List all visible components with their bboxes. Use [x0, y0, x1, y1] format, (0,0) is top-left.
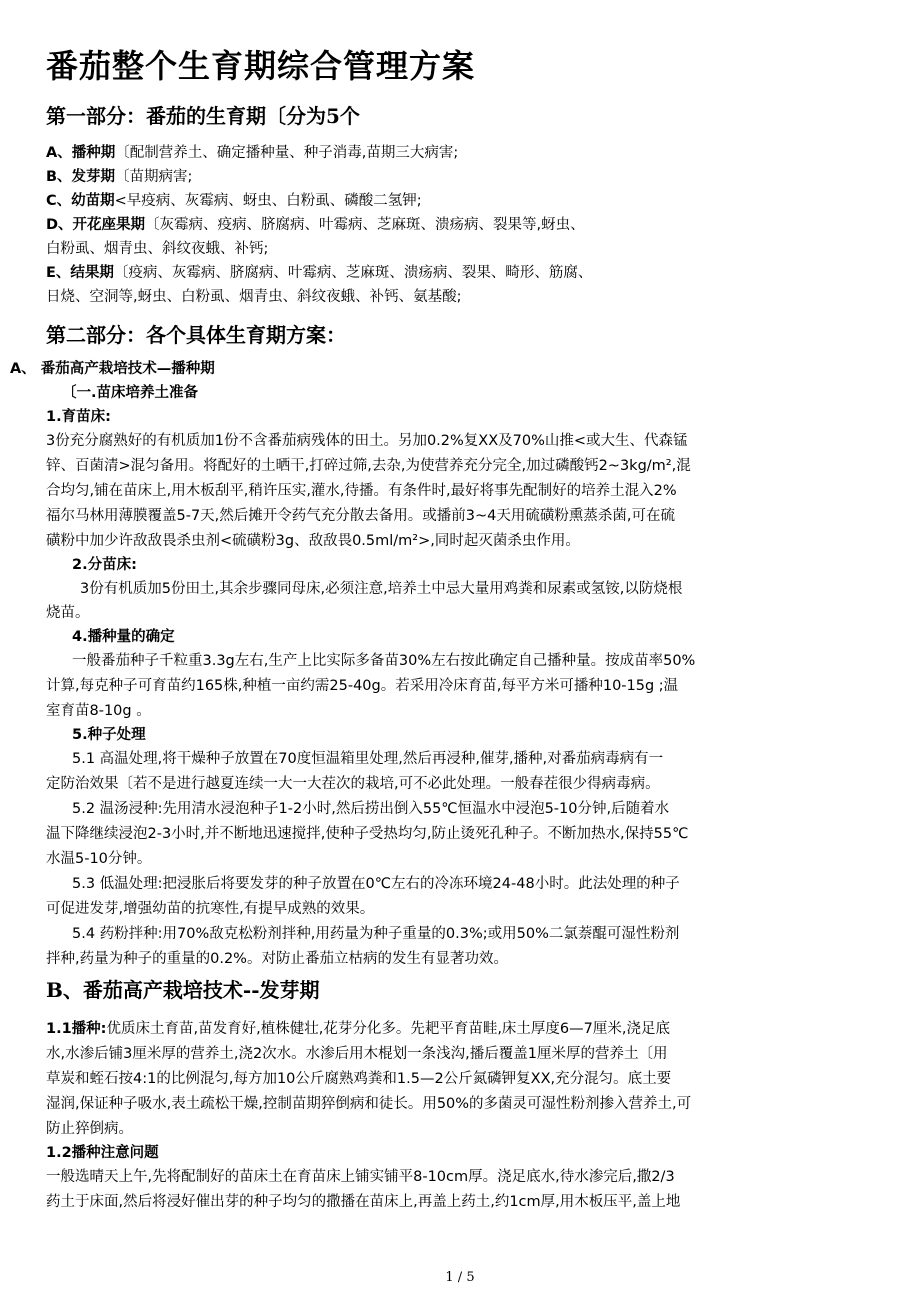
nursery-bed-line: 福尔马林用薄膜覆盖5-7天,然后摊开令药气充分散去备用。或播前3~4天用硫磺粉熏蒸杀菌,可在硫 — [46, 508, 675, 524]
page-title: 番茄整个生育期综合管理方案 — [46, 47, 476, 85]
part1-item-e: E、结果期〔疫病、灰霉病、脐腐病、叶霉病、芝麻斑、溃疡病、裂果、畸形、筋腐、 — [46, 265, 593, 281]
part1-item-d-cont: 白粉虱、烟青虫、斜纹夜蛾、补钙; — [46, 241, 269, 257]
seed-treatment-title: 5.种子处理 — [72, 727, 146, 743]
nursery-bed-line: 3份充分腐熟好的有机质加1份不含番茄病残体的田土。另加0.2%复XX及70%山推<或大生、代森锰 — [46, 433, 688, 449]
seed-treatment-line: 5.2 温汤浸种:先用清水浸泡种子1-2小时,然后捞出倒入55℃恒温水中浸泡5-10分钟,后随着水 — [72, 801, 670, 817]
sowing-line: 草炭和蛭石按4:1的比例混匀,每方加10公斤腐熟鸡粪和1.5—2公斤氮磷钾复XX,充分混匀。底土要 — [46, 1071, 672, 1087]
seeding-rate-line: 计算,每克种子可育苗约165株,种植一亩约需25-40g。若采用冷床育苗,每平方米可播种10-15g ;温 — [46, 678, 679, 694]
sowing-line: 湿润,保证种子吸水,表土疏松干燥,控制苗期猝倒病和徒长。用50%的多菌灵可湿性粉剂掺入营养土,可 — [46, 1096, 692, 1112]
page-number: 1 / 5 — [445, 1270, 475, 1285]
nursery-bed-line: 锌、百菌清>混匀备用。将配好的土晒干,打碎过筛,去杂,为使营养充分完全,加过磷酸钙2~3kg/m²,混 — [46, 458, 691, 474]
transplant-bed-title: 2.分苗床: — [72, 557, 137, 573]
nursery-bed-title: 1.育苗床: — [46, 409, 111, 425]
section-a-sub1: 〔一.苗床培养土准备 — [62, 385, 199, 401]
seed-treatment-line: 水温5-10分钟。 — [46, 851, 152, 867]
nursery-bed-line: 磺粉中加少许敌敌畏杀虫剂<硫磺粉3g、敌敌畏0.5ml/m²>,同时起灭菌杀虫作用。 — [46, 533, 580, 549]
sowing-notes-line: 一般选晴天上午,先将配制好的苗床土在育苗床上铺实铺平8-10cm厚。浇足底水,待水渗完后,撒2/3 — [46, 1169, 675, 1185]
part1-item-b: B、发芽期〔苗期病害; — [46, 169, 193, 185]
part1-item-a: A、播种期〔配制营养土、确定播种量、种子消毒,苗期三大病害; — [46, 145, 459, 161]
seeding-rate-line: 一般番茄种子千粒重3.3g左右,生产上比实际多备苗30%左右按此确定自己播种量。按成苗率50% — [72, 653, 696, 669]
seed-treatment-line: 温下降继续浸泡2-3小时,并不断地迅速搅拌,使种子受热均匀,防止烫死孔种子。不断加热水,保持55℃ — [46, 826, 689, 842]
seeding-rate-line: 室育苗8-10g 。 — [46, 703, 151, 719]
part1-heading: 第一部分：番茄的生育期〔分为5个 — [46, 104, 360, 128]
sowing-notes-line: 药土于床面,然后将浸好催出芽的种子均匀的撒播在苗床上,再盖上药土,约1cm厚,用木板压平,盖上地 — [46, 1194, 681, 1210]
seed-treatment-line: 5.4 药粉拌种:用70%敌克松粉剂拌种,用药量为种子重量的0.3%;或用50%二氯萘醌可湿性粉剂 — [72, 926, 680, 942]
part2-heading: 第二部分：各个具体生育期方案： — [46, 323, 346, 347]
seed-treatment-line: 拌种,药量为种子的重量的0.2%。对防止番茄立枯病的发生有显著功效。 — [46, 951, 508, 967]
sowing-notes-title: 1.2播种注意问题 — [46, 1145, 159, 1161]
seed-treatment-line: 定防治效果〔若不是进行越夏连续一大一大茬次的栽培,可不必此处理。一般春茬很少得病毒病。 — [46, 776, 660, 792]
transplant-bed-line: 烧苗。 — [46, 605, 90, 621]
section-a-heading: A、 番茄高产栽培技术—播种期 — [10, 361, 215, 377]
seed-treatment-line: 5.1 高温处理,将干燥种子放置在70度恒温箱里处理,然后再浸种,催芽,播种,对番茄病毒病有一 — [72, 751, 664, 767]
seed-treatment-line: 可促进发芽,增强幼苗的抗寒性,有提早成熟的效果。 — [46, 901, 375, 917]
part1-item-c: C、幼苗期<早疫病、灰霉病、蚜虫、白粉虱、磷酸二氢钾; — [46, 193, 422, 209]
nursery-bed-line: 合均匀,铺在苗床上,用木板刮平,稍许压实,灌水,待播。有条件时,最好将事先配制好的培养土混入2% — [46, 483, 677, 499]
section-b-heading: B、番茄高产栽培技术--发芽期 — [46, 978, 320, 1002]
seed-treatment-line: 5.3 低温处理:把浸胀后将要发芽的种子放置在0℃左右的冷冻环境24-48小时。此法处理的种子 — [72, 876, 680, 892]
sowing-line: 防止猝倒病。 — [46, 1121, 133, 1137]
part1-item-e-cont: 日烧、空洞等,蚜虫、白粉虱、烟青虫、斜纹夜蛾、补钙、氨基酸; — [46, 289, 462, 305]
part1-item-d: D、开花座果期〔灰霉病、疫病、脐腐病、叶霉病、芝麻斑、溃疡病、裂果等,蚜虫、 — [46, 217, 585, 233]
seeding-rate-title: 4.播种量的确定 — [72, 629, 175, 645]
sowing-line: 水,水渗后铺3厘米厚的营养土,浇2次水。水渗后用木棍划一条浅沟,播后覆盖1厘米厚的营养土〔用 — [46, 1046, 668, 1062]
sowing-line: 1.1播种:优质床土育苗,苗发育好,植株健壮,花芽分化多。先耙平育苗畦,床土厚度6—7厘米,浇足底 — [46, 1021, 670, 1037]
transplant-bed-line: 3份有机质加5份田土,其余步骤同母床,必须注意,培养土中忌大量用鸡粪和尿素或氢铵,以防烧根 — [80, 581, 683, 597]
